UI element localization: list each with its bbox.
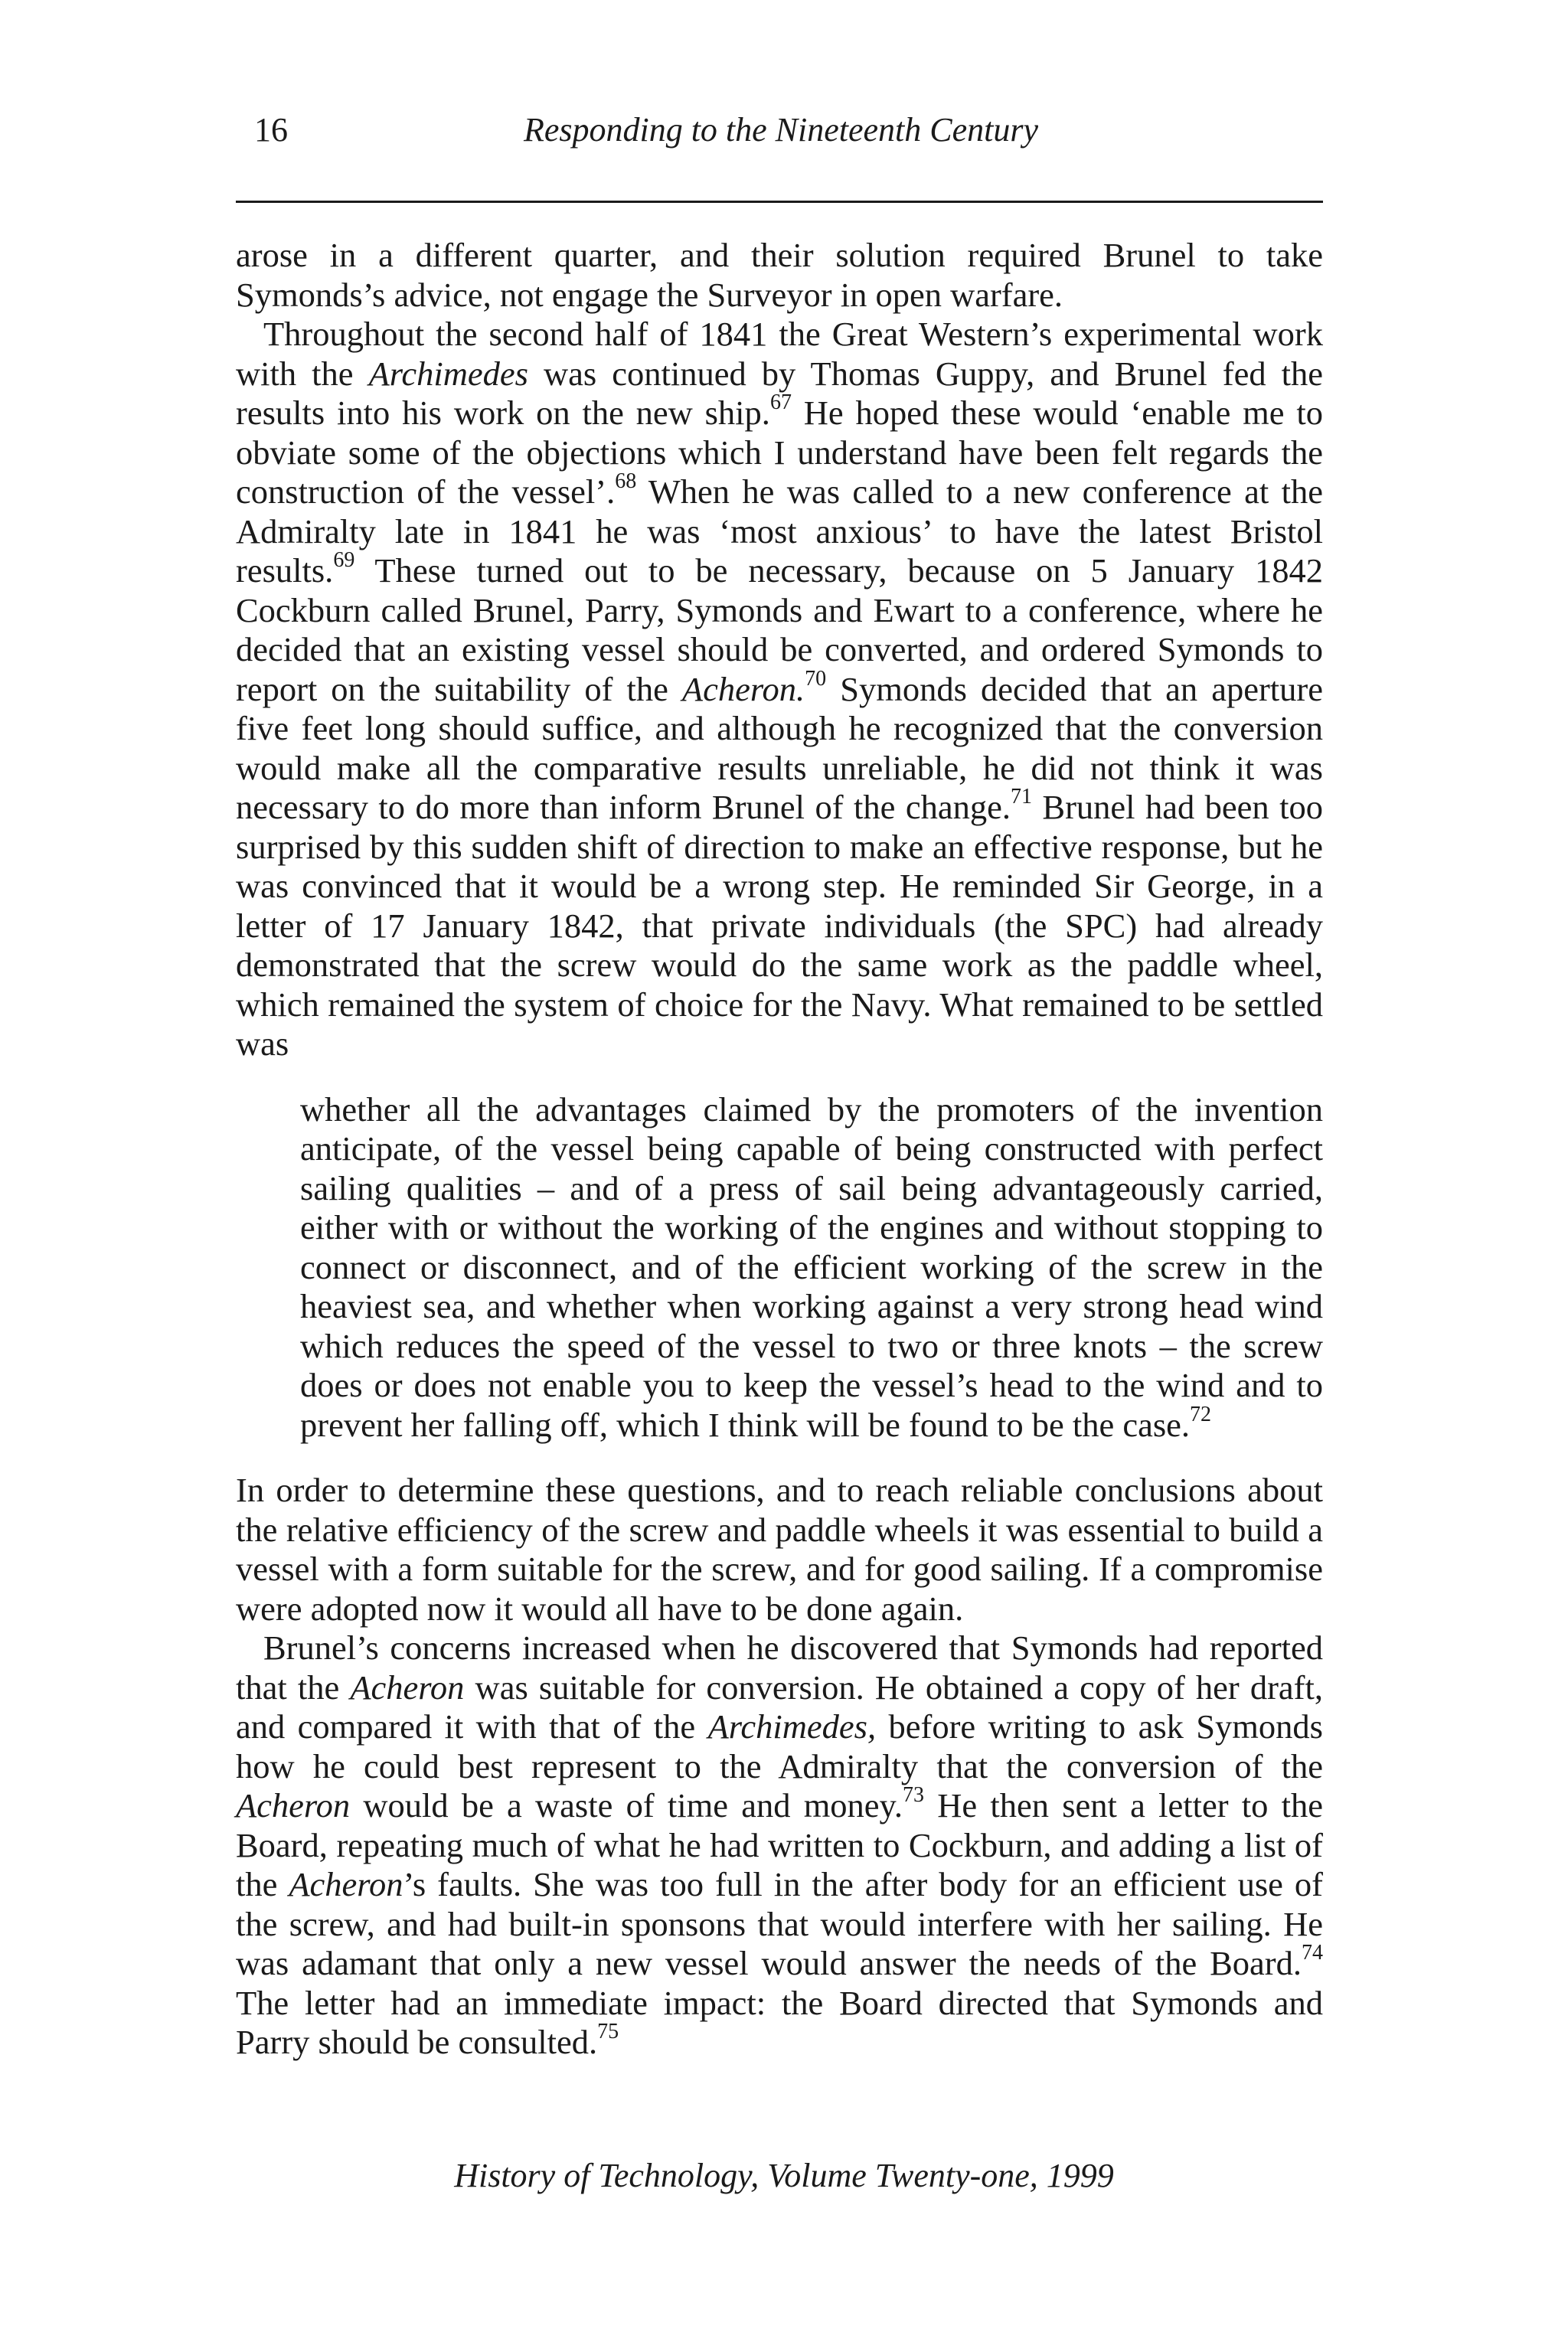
page-number: 16 [254,111,288,149]
italic-text: Archimedes, [707,1707,877,1746]
header-rule [236,201,1323,203]
running-title: Responding to the Nineteenth Century [523,111,1039,149]
italic-text: Acheron [236,1786,351,1824]
footnote-reference[interactable]: 69 [333,548,355,573]
footnote-reference[interactable]: 67 [769,390,792,415]
page-footer: History of Technology, Volume Twenty-one, 1999 [454,2157,1114,2194]
paragraph: arose in a different quarter, and their solution required Brunel to take Symonds’s advice, not engage the Surveyor in open warfare. [236,236,1323,314]
italic-text: Archimedes [368,354,528,393]
footnote-reference[interactable]: 70 [805,666,827,691]
italic-text: Acheron [350,1668,465,1707]
footnote-reference[interactable]: 71 [1010,785,1032,809]
running-head [254,107,1308,153]
block-quote: whether all the advantages claimed by the promoters of the invention anticipate, of the vessel being capable of being constructed with perfect sailing qualities – and of a press of sail being advantageously carried, either with or without the working of the engines and without stopping to connect or disconnect, and of the efficient working of the screw in the heaviest sea, and whether when working against a very strong head wind which reduces the speed of the vessel to two or three knots – the screw does or does not enable you to keep the vessel’s head to the wind and to prevent her falling off, which I think will be found to be the case.$^{72}$ [300,1089,1323,1444]
footnote-reference[interactable]: 72 [1190,1402,1212,1426]
paragraph: In order to determine these questions, and to reach reliable conclusions about the relative efficiency of the screw and paddle wheels it was essential to build a vessel with a form suitable for the screw, and for good sailing. If a compromise were adopted now it would all have to be done again. [236,1471,1323,1628]
paragraph: Brunel’s concerns increased when he discovered that Symonds had reported that the Acheron was suitable for conversion. He obtained a copy of her draft, and compared it with that of the Archimedes, before writing to ask Symonds how he could best represent to the Admiralty that the conversion of the Acheron would be a waste of time and money.$^{73}$ He then sent a letter to the Board, repeating much of what he had written to Cockburn, and adding a list of the Acheron’s faults. She was too full in the after body for an efficient use of the screw, and had built-in sponsons that would interfere with her sailing. He was adamant that only a new vessel would answer the needs of the Board.$^{74}$ The letter had an immediate impact: the Board directed that Symonds and Parry should be consulted.$^{75}$ [236,1628,1323,2061]
footnote-reference[interactable]: 74 [1302,1941,1323,1965]
footnote-reference[interactable]: 73 [903,1783,925,1808]
italic-text: Acheron. [681,669,805,708]
italic-text: Acheron [289,1865,403,1903]
paragraph: Throughout the second half of 1841 the Great Western’s experimental work with the Archimedes was continued by Thomas Guppy, and Brunel fed the results into his work on the new ship.$^{67}$ He hoped these would ‘enable me to obviate some of the objections which I understand have been felt regards the construction of the vessel’.$^{68}$ When he was called to a new conference at the Admiralty late in 1841 he was ‘most anxious’ to have the latest Bristol results.$^{69}$ These turned out to be necessary, because on 5 January 1842 Cockburn called Brunel, Parry, Symonds and Ewart to a conference, where he decided that an existing vessel should be converted, and ordered Symonds to report on the suitability of the Acheron.$^{70}$ Symonds decided that an aperture five feet long should suffice, and although he recognized that the conversion would make all the comparative results unreliable, he did not think it was necessary to do more than inform Brunel of the change.$^{71}$ Brunel had been too surprised by this sudden shift of direction to make an effective response, but he was convinced that it would be a wrong step. He reminded Sir George, in a letter of 17 January 1842, that private individuals (the SPC) had already demonstrated that the screw would do the same work as the paddle wheel, which remained the system of choice for the Navy. What remained to be settled was [236,315,1323,1063]
footnote-reference[interactable]: 68 [615,469,637,494]
body-text [236,236,1323,2063]
footnote-reference[interactable]: 75 [597,2020,619,2044]
